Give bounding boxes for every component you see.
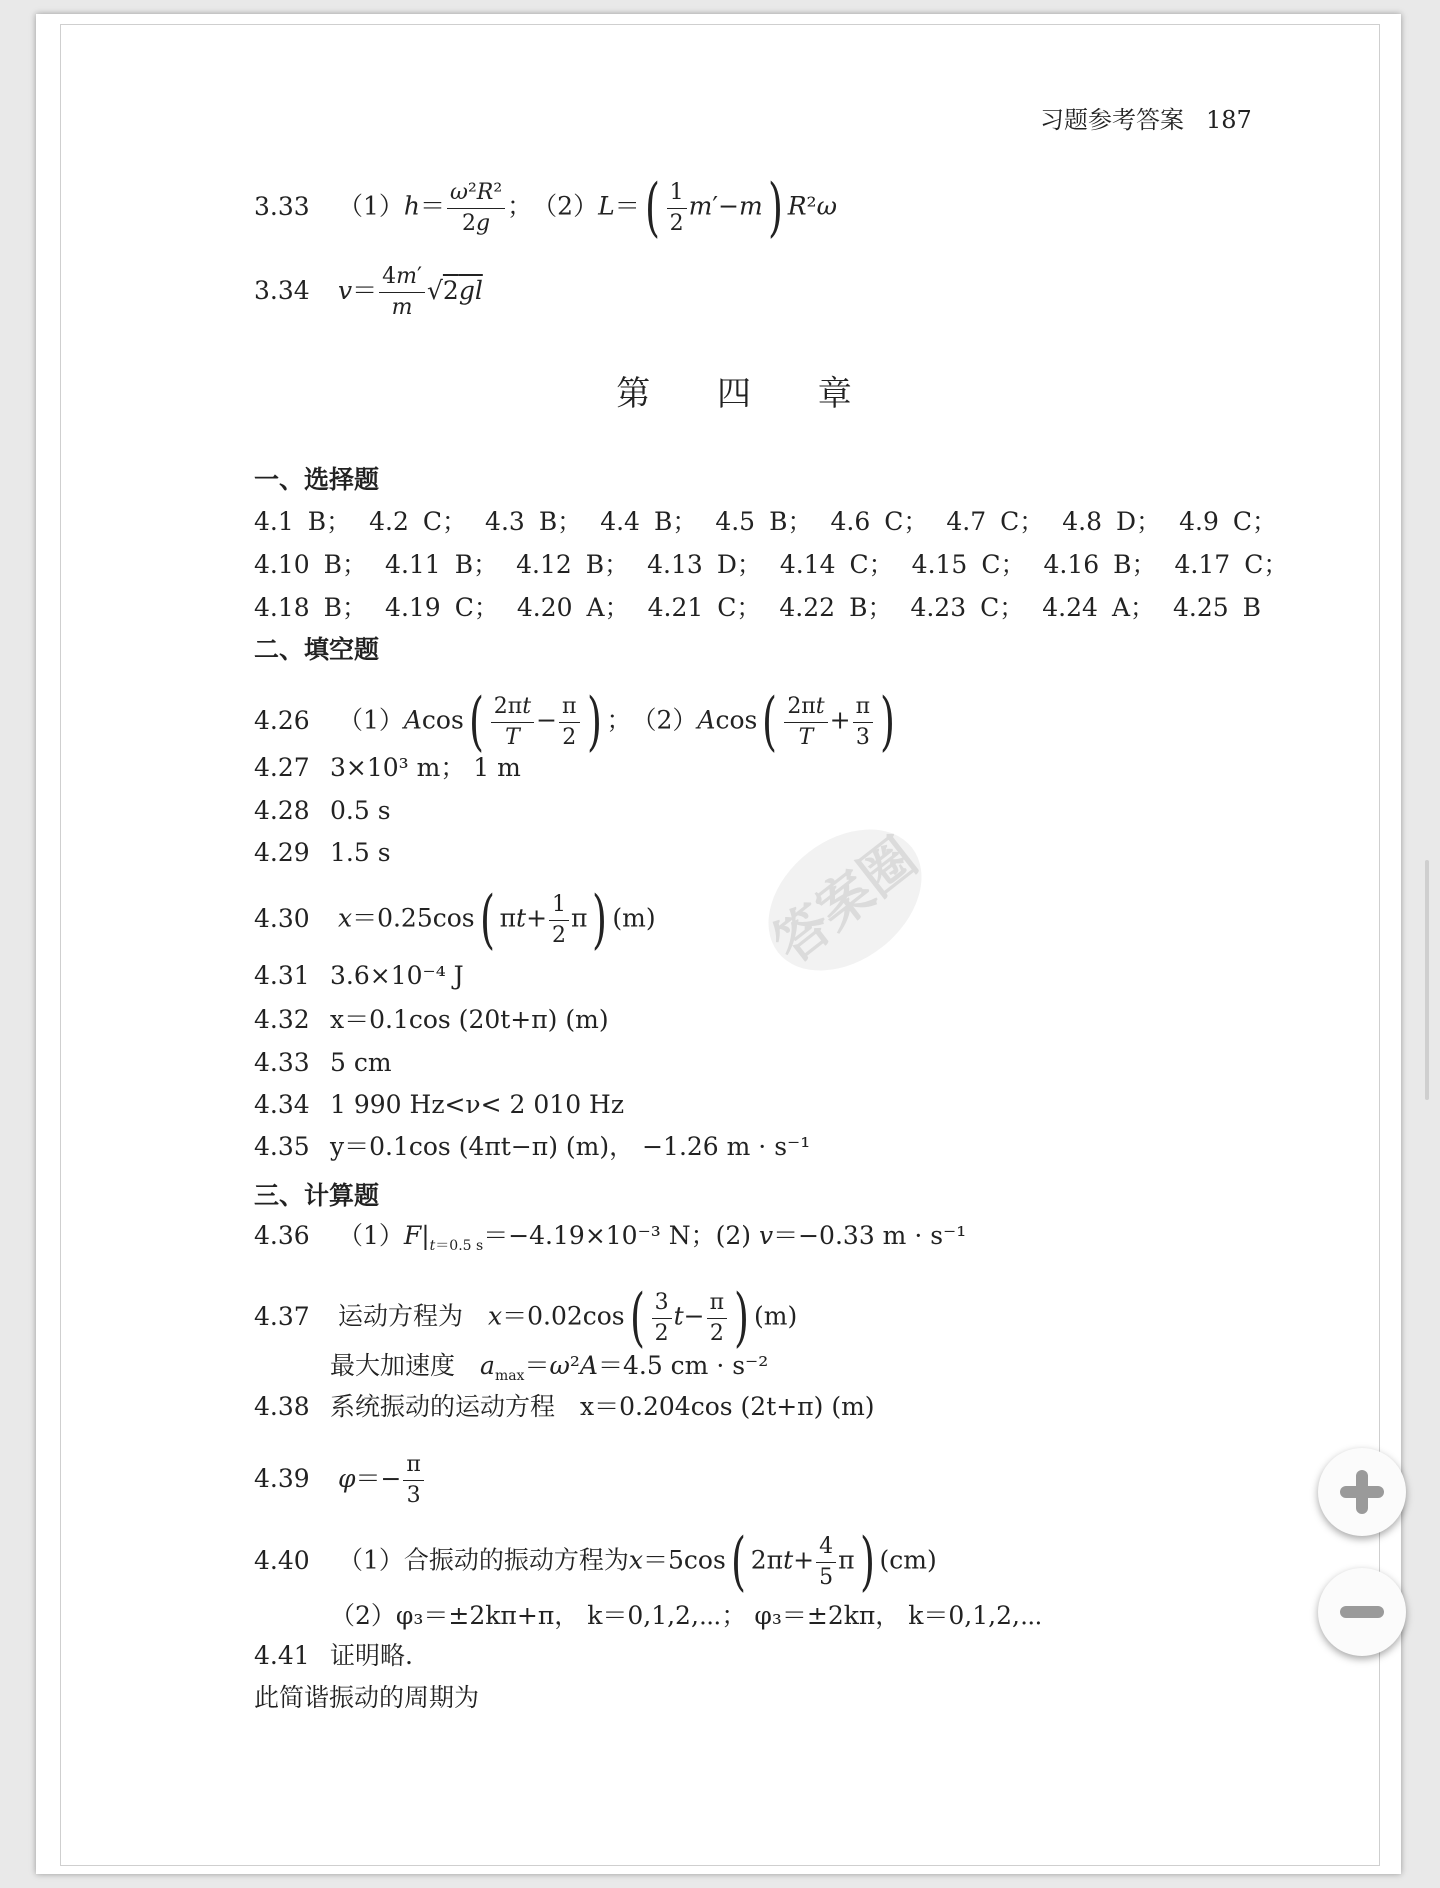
mcq-number: 4.6 [830,507,871,536]
mcq-item [780,545,894,581]
mcq-number: 4.4 [600,507,640,536]
mcq-number: 4.11 [385,550,441,579]
mcq-number: 4.2 [369,507,409,536]
mcq-item [648,588,762,624]
mcq-item [385,588,499,624]
mcq-answer: B； [538,507,583,536]
mcq-number: 4.22 [779,593,836,622]
mcq-number: 4.15 [911,550,968,579]
mcq-answer: C； [1232,507,1277,536]
answer-4-39: 4.39 φ＝− $\frac{\pi}{3}$ [254,1450,426,1511]
section-heading-choice: 一、选择题 [254,465,380,494]
mcq-answer: C； [1244,550,1289,579]
mcq-answer: C； [981,550,1026,579]
mcq-row-2 [254,545,1306,581]
mcq-answer: D； [716,550,762,579]
mcq-answer: B； [585,550,630,579]
mcq-item [254,588,367,624]
answer-4-37-acc: 最大加速度 $a_{max}=\omega^2A=4.5$ cm · s⁻² [330,1351,769,1384]
mcq-number: 4.8 [1062,507,1103,536]
mcq-number: 4.13 [647,550,703,579]
mcq-number: 4.18 [254,593,310,622]
answer-4-31: 4.31 3.6×10⁻⁴ J [254,961,464,990]
mcq-item [1173,593,1261,622]
mcq-row-3 [254,588,1279,624]
mcq-number: 4.23 [910,593,967,622]
answer-4-38: 4.38 系统振动的运动方程 x＝0.204cos (2t+π) (m) [254,1392,875,1421]
answer-4-27: 4.27 3×10³ m； 1 m [254,753,521,782]
mcq-item [517,588,630,624]
mcq-answer: C； [717,593,762,622]
page-number: 187 [1206,106,1252,134]
mcq-number: 4.17 [1174,550,1231,579]
mcq-answer: C； [884,507,929,536]
mcq-item [779,588,892,624]
answer-4-33: 4.33 5 cm [254,1048,392,1077]
mcq-item [1042,588,1155,624]
mcq-answer: B； [307,507,352,536]
mcq-item [1043,545,1156,581]
section-heading-fill: 二、填空题 [254,635,380,664]
zoom-out-button[interactable] [1318,1568,1406,1656]
mcq-answer: C； [1000,507,1045,536]
mcq-answer: B [1242,593,1262,622]
mcq-answer: B； [1113,550,1157,579]
mcq-answer: C； [849,550,894,579]
mcq-number: 4.20 [516,593,573,622]
mcq-item [485,502,582,538]
mcq-answer: B； [323,593,368,622]
answer-4-36: 4.36 $(1)F|_{t=0.5 s}=-4.19\times 10^{-3}$ N；(2) v＝−0.33 m · s⁻¹ [254,1221,967,1254]
mcq-number: 4.10 [254,550,310,579]
mcq-answer: B； [769,507,813,536]
answer-4-40: 4.40 （1）合振动的振动方程为x＝5cos( 2πt+ $\frac{4}{5}$ π) (cm) [254,1525,937,1599]
mcq-number: 4.12 [516,550,572,579]
answer-4-40-part2: （2）φ₃＝±2kπ+π， k＝0,1,2,⋯； φ₃＝±2kπ， k＝0,1,2,⋯ [330,1601,1043,1630]
mcq-item [647,545,762,581]
document-page [36,14,1401,1874]
mcq-number: 4.25 [1173,593,1229,622]
mcq-number: 4.16 [1043,550,1100,579]
mcq-item [516,545,629,581]
mcq-answer: C； [422,507,468,536]
mcq-item [385,545,498,581]
mcq-number: 4.9 [1179,507,1219,536]
mcq-answer: B； [849,593,893,622]
mcq-number: 4.7 [946,507,987,536]
answer-4-34: 4.34 1 990 Hz<ν< 2 010 Hz [254,1090,625,1119]
mcq-item [254,545,367,581]
chapter-title: 第 四 章 [616,374,880,414]
answer-3-34: 3.34 v＝ $\frac{4m'}{m}$ √2gl [254,264,483,320]
mcq-answer: A； [586,593,630,622]
watermark-stamp: 答案圈 [741,800,949,999]
answer-4-29: 4.29 1.5 s [254,838,391,867]
mcq-item [369,502,467,538]
body-text-period: 此简谐振动的周期为 [254,1683,480,1712]
mcq-item [830,502,928,538]
answer-4-26: 4.26 （1）Acos( $\frac{2\pi t}{T}$ − $\frac{\pi}{2}$ ) ； （2）Acos( $\frac{2\pi t}{T}$ + $\frac{\pi}{3}$ ) [254,685,896,759]
answer-4-30: 4.30 x＝0.25cos( πt+ $\frac{1}{2}$ π) (m) [254,883,656,957]
mcq-number: 4.24 [1042,593,1098,622]
mcq-answer: B； [454,550,499,579]
zoom-in-button[interactable] [1318,1448,1406,1536]
mcq-answer: C； [980,593,1025,622]
mcq-number: 4.1 [254,507,294,536]
header-title: 习题参考答案 [1040,106,1184,134]
mcq-item [1175,545,1289,581]
mcq-answer: A； [1111,593,1155,622]
answer-4-35: 4.35 y＝0.1cos (4πt−π) (m)， −1.26 m · s⁻¹ [254,1132,811,1161]
mcq-number: 4.19 [385,593,441,622]
answer-4-28: 4.28 0.5 s [254,796,391,825]
mcq-item [912,545,1026,581]
answer-4-32: 4.32 x＝0.1cos (20t+π) (m) [254,1005,609,1034]
section-heading-calc: 三、计算题 [254,1181,380,1210]
mcq-item [1062,502,1161,538]
answer-4-37: 4.37 运动方程为 x＝0.02cos( $\frac{3}{2}$ t− $\frac{\pi}{2}$ ) (m) [254,1281,798,1355]
mcq-number: 4.14 [779,550,836,579]
mcq-answer: B； [323,550,368,579]
mcq-answer: B； [653,507,698,536]
answer-3-33: 3.33 （1）h＝ $\frac{\text{ω²R²}}{2g}$ ； （2）L＝( $\frac{1}{2}$ m′−m) R²ω [254,171,837,245]
mcq-item [600,502,697,538]
mcq-row-1 [254,502,1295,538]
mcq-item [946,502,1044,538]
running-header [1040,100,1252,135]
mcq-item [715,502,812,538]
mcq-item [254,502,351,538]
answer-4-41: 4.41 证明略. [254,1641,413,1670]
mcq-answer: C； [454,593,499,622]
mcq-number: 4.5 [715,507,756,536]
scrollbar[interactable] [1425,860,1429,1100]
mcq-answer: D； [1116,507,1162,536]
mcq-item [1179,502,1277,538]
mcq-item [910,588,1024,624]
mcq-number: 4.21 [647,593,704,622]
mcq-number: 4.3 [485,507,525,536]
